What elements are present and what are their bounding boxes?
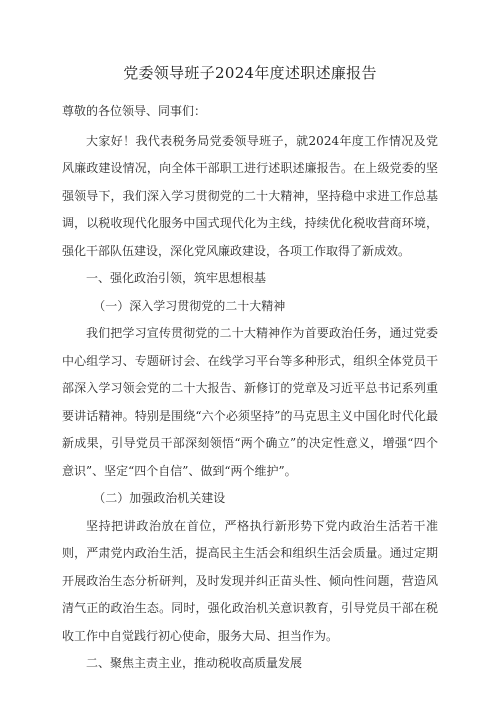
salutation: 尊敬的各位领导、同事们： xyxy=(62,104,207,118)
section-2-heading: 二、聚焦主责主业，推动税收高质量发展 xyxy=(86,656,303,670)
intro-paragraph: 大家好！我代表税务局党委领导班子，就2024年度工作情况及党风廉政建设情况，向全体干部职工进行述职述廉报告。在上级党委的坚强领导下，我们深入学习贯彻党的二十大精神，坚持稳中求进工作总基调，以税收现代化服务中国式现代化为主线，持续优化税收营商环境，强化干部队伍建设，深化党风廉政建设，各项工作取得了新成效。 xyxy=(62,133,438,258)
section-1-2-heading: （二）加强政治机关建设 xyxy=(93,491,226,505)
section-1-2-paragraph: 坚持把讲政治放在首位，严格执行新形势下党内政治生活若干准则，严肃党内政治生活，提高民主生活会和组织生活会质量。通过定期开展政治生态分析研判，及时发现并纠正苗头性、倾向性问题，营造风清气正的政治生态。同时，强化政治机关意识教育，引导党员干部在税收工作中自觉践行初心使命，服务大局、担当作为。 xyxy=(62,518,438,643)
section-1-heading: 一、强化政治引领，筑牢思想根基 xyxy=(86,271,267,285)
document-title: 党委领导班子2024年度述职述廉报告 xyxy=(123,64,377,82)
section-1-1-heading: （一）深入学习贯彻党的二十大精神 xyxy=(93,298,286,313)
section-1-1-paragraph: 我们把学习宣传贯彻党的二十大精神作为首要政治任务，通过党委中心组学习、专题研讨会、在线学习平台等多种形式，组织全体党员干部深入学习领会党的二十大报告、新修订的党章及习近平总书记系列重要讲话精神。特别是围绕“六个必须坚持”的马克思主义中国化时代化最新成果，引导党员干部深刻领悟“两个确立”的决定性意义，增强“四个意识”、坚定“四个自信”、做到“两个维护”。 xyxy=(62,326,438,478)
